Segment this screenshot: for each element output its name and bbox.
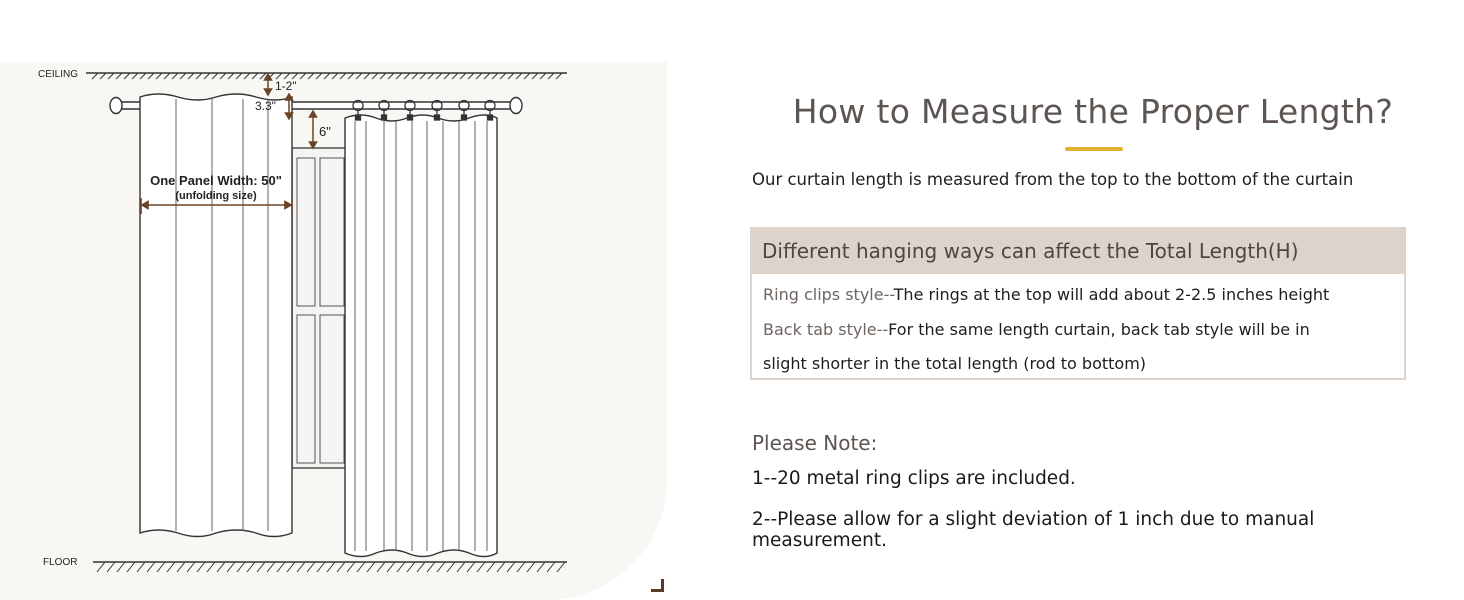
intro-text: Our curtain length is measured from the top to the bottom of the curtain <box>752 170 1354 189</box>
note-title: Please Note: <box>752 431 878 455</box>
back-tab-note-continued: slight shorter in the total length (rod to bottom) <box>763 354 1147 373</box>
tab-drop-arrow <box>310 111 317 148</box>
back-tab-text: For the same length curtain, back tab style will be in <box>888 320 1310 339</box>
panel-width-sublabel: (unfolding size) <box>175 190 257 202</box>
ceiling-gap-label: 1-2" <box>275 79 297 93</box>
panel-width-label: One Panel Width: 50" <box>150 173 282 188</box>
ceiling-line <box>86 73 567 79</box>
hanging-ways-box <box>750 227 1406 380</box>
ring-height-label: 3.3" <box>255 99 276 113</box>
corner-mark <box>651 579 664 592</box>
title-underline <box>1065 147 1123 151</box>
left-curtain-panel <box>140 94 292 537</box>
floor-label: FLOOR <box>43 557 78 568</box>
ceiling-label: CEILING <box>38 69 79 80</box>
back-tab-tag: Back tab style-- <box>763 320 889 339</box>
note-item-1: 1--20 metal ring clips are included. <box>752 468 1076 489</box>
floor-line <box>93 562 567 572</box>
ring-clips-note <box>763 285 1329 304</box>
ring-clips-tag: Ring clips style-- <box>763 285 894 304</box>
ring-clips-text: The rings at the top will add about 2-2.5 inches height <box>893 285 1330 304</box>
tab-drop-label: 6" <box>319 124 331 139</box>
note-item-2: 2--Please allow for a slight deviation of 1 inch due to manual measurement. <box>752 509 1315 551</box>
ceiling-gap-arrow <box>265 74 272 95</box>
window <box>292 148 348 468</box>
hanging-ways-header: Different hanging ways can affect the Total Length(H) <box>752 229 1404 274</box>
page-title: How to Measure the Proper Length? <box>792 92 1394 131</box>
right-curtain-panel <box>345 115 497 557</box>
back-tab-note <box>763 320 1310 339</box>
curtain-diagram <box>0 0 667 600</box>
